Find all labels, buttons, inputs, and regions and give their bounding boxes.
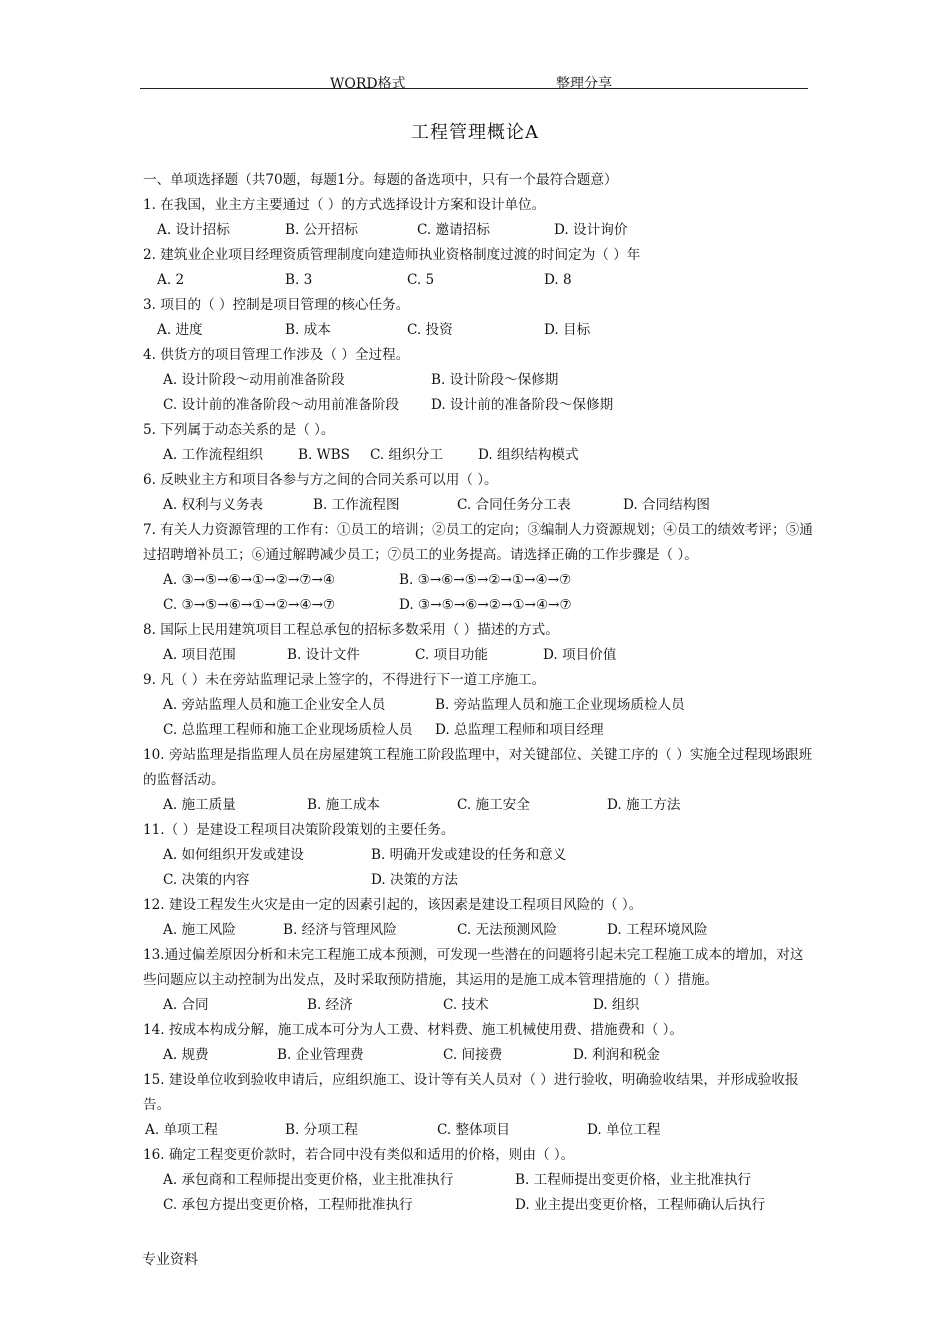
question-8-options [143, 643, 813, 668]
option-b: B. 明确开发或建设的任务和意义 [371, 847, 567, 863]
option-d: D. 利润和税金 [573, 1047, 661, 1063]
option-b: B. ③→⑥→⑤→②→①→④→⑦ [399, 572, 572, 588]
option-c: C. 无法预测风险 [457, 922, 558, 938]
option-a: A. 项目范围 [163, 647, 236, 663]
option-d: D. 组织 [593, 997, 640, 1013]
option-a: A. ③→⑤→⑥→①→②→⑦→④ [163, 572, 336, 588]
question-11: 11.（ ）是建设工程项目决策阶段策划的主要任务。 [143, 822, 455, 838]
question-16-options-row1 [143, 1168, 813, 1193]
option-d: D. 组织结构模式 [478, 447, 579, 463]
document-title: 工程管理概论A [411, 122, 539, 143]
question-1: 1. 在我国，业主方主要通过（ ）的方式选择设计方案和设计单位。 [143, 197, 546, 213]
question-9: 9. 凡（ ）未在旁站监理记录上签字的，不得进行下一道工序施工。 [143, 672, 546, 688]
header-divider [140, 88, 808, 89]
option-a: A. 规费 [163, 1047, 209, 1063]
option-d: D. 施工方法 [607, 797, 681, 813]
option-b: B. 施工成本 [307, 797, 381, 813]
question-2: 2. 建筑业企业项目经理资质管理制度向建造师执业资格制度过渡的时间定为（ ）年 [143, 247, 641, 263]
question-14: 14. 按成本构成分解，施工成本可分为人工费、材料费、施工机械使用费、措施费和（ ）。 [143, 1022, 684, 1038]
option-b: B. 设计阶段～保修期 [431, 372, 559, 388]
option-d: D. 设计前的准备阶段～保修期 [431, 397, 614, 413]
question-6-options [143, 493, 813, 518]
option-c: C. 承包方提出变更价格，工程师批准执行 [163, 1197, 413, 1213]
option-c: C. 邀请招标 [417, 222, 490, 238]
question-7: 7. 有关人力资源管理的工作有：①员工的培训；②员工的定向；③编制人力资源规划；④员工的绩效考评；⑤通过招聘增补员工；⑥通过解聘减少员工；⑦员工的业务提高。请选择正确的工作步骤是（ ）。 [143, 522, 813, 563]
question-2-options [143, 268, 813, 293]
option-b: B. 经济与管理风险 [283, 922, 397, 938]
option-b: B. 工作流程图 [313, 497, 400, 513]
option-a: A. 设计阶段～动用前准备阶段 [163, 372, 345, 388]
question-14-options [143, 1043, 813, 1068]
option-b: B. 成本 [285, 322, 331, 338]
question-6: 6. 反映业主方和项目各参与方之间的合同关系可以用（ ）。 [143, 472, 498, 488]
option-d: D. 设计询价 [554, 222, 628, 238]
option-c: C. 投资 [407, 322, 453, 338]
question-9-options-row2 [143, 718, 813, 743]
option-c: C. 合同任务分工表 [457, 497, 571, 513]
question-13: 13.通过偏差原因分析和未完工程施工成本预测，可发现一些潜在的问题将引起未完工程施工成本的增加，对这些问题应以主动控制为出发点，及时采取预防措施，其运用的是施工成本管理措施的（ ）措施。 [143, 947, 804, 988]
question-16: 16. 确定工程变更价款时，若合同中没有类似和适用的价格，则由（ ）。 [143, 1147, 575, 1163]
question-15: 15. 建设单位收到验收申请后，应组织施工、设计等有关人员对（ ）进行验收，明确验收结果，并形成验收报告。 [143, 1072, 799, 1113]
option-a: A. 设计招标 [157, 222, 230, 238]
question-16-options-row2 [143, 1193, 813, 1218]
option-b: B. 经济 [307, 997, 353, 1013]
option-c: C. 整体项目 [437, 1122, 510, 1138]
option-a: A. 旁站监理人员和施工企业安全人员 [163, 697, 386, 713]
option-c: C. 决策的内容 [163, 872, 250, 888]
section-heading: 一、单项选择题（共70题，每题1分。每题的备选项中，只有一个最符合题意） [143, 172, 618, 188]
option-b: B. 3 [285, 272, 313, 288]
option-b: B. WBS [298, 447, 350, 463]
option-a: A. 工作流程组织 [163, 447, 264, 463]
option-a: A. 合同 [163, 997, 209, 1013]
question-12: 12. 建设工程发生火灾是由一定的因素引起的，该因素是建设工程项目风险的（ ）。 [143, 897, 643, 913]
question-5-options [143, 443, 813, 468]
option-d: D. 单位工程 [587, 1122, 661, 1138]
option-b: B. 公开招标 [285, 222, 359, 238]
header-right: 整理分享 [556, 76, 612, 92]
option-a: A. 施工质量 [163, 797, 236, 813]
question-3: 3. 项目的（ ）控制是项目管理的核心任务。 [143, 297, 410, 313]
option-b: B. 分项工程 [285, 1122, 359, 1138]
question-10-options [143, 793, 813, 818]
question-1-options [143, 218, 813, 243]
option-a: A. 进度 [157, 322, 203, 338]
option-a: A. 承包商和工程师提出变更价格，业主批准执行 [163, 1172, 454, 1188]
option-b: B. 工程师提出变更价格，业主批准执行 [515, 1172, 752, 1188]
option-a: A. 如何组织开发或建设 [163, 847, 304, 863]
option-c: C. 设计前的准备阶段～动用前准备阶段 [163, 397, 400, 413]
question-7-options-row2 [143, 593, 813, 618]
question-7-options-row1 [143, 568, 813, 593]
option-d: D. 目标 [544, 322, 591, 338]
option-c: C. 5 [407, 272, 435, 288]
question-15-options [143, 1118, 813, 1143]
option-d: D. 业主提出变更价格，工程师确认后执行 [515, 1197, 766, 1213]
question-list [143, 168, 813, 1218]
option-c: C. 间接费 [443, 1047, 503, 1063]
question-9-options-row1 [143, 693, 813, 718]
option-a: A. 权利与义务表 [163, 497, 264, 513]
option-c: C. 技术 [443, 997, 489, 1013]
option-c: C. 施工安全 [457, 797, 530, 813]
question-3-options [143, 318, 813, 343]
option-d: D. 项目价值 [543, 647, 617, 663]
footer-label: 专业资料 [142, 1252, 198, 1268]
option-d: D. ③→⑤→⑥→②→①→④→⑦ [399, 597, 572, 613]
option-d: D. 8 [544, 272, 572, 288]
question-11-options-row1 [143, 843, 813, 868]
question-12-options [143, 918, 813, 943]
header-left: WORD格式 [330, 76, 406, 92]
question-4: 4. 供货方的项目管理工作涉及（ ）全过程。 [143, 347, 410, 363]
option-c: C. 项目功能 [415, 647, 488, 663]
question-10: 10. 旁站监理是指监理人员在房屋建筑工程施工阶段监理中，对关键部位、关键工序的（ ）实施全过程现场跟班的监督活动。 [143, 747, 813, 788]
option-c: C. 总监理工程师和施工企业现场质检人员 [163, 722, 413, 738]
question-8: 8. 国际上民用建筑项目工程总承包的招标多数采用（ ）描述的方式。 [143, 622, 559, 638]
question-4-options-row1 [143, 368, 813, 393]
question-5: 5. 下列属于动态关系的是（ ）。 [143, 422, 335, 438]
option-b: B. 企业管理费 [277, 1047, 364, 1063]
option-c: C. ③→⑤→⑥→①→②→④→⑦ [163, 597, 336, 613]
question-13-options [143, 993, 813, 1018]
option-b: B. 旁站监理人员和施工企业现场质检人员 [435, 697, 685, 713]
option-d: D. 工程环境风险 [607, 922, 708, 938]
option-d: D. 总监理工程师和项目经理 [435, 722, 604, 738]
option-a: A. 2 [157, 272, 185, 288]
option-a: A. 单项工程 [145, 1122, 218, 1138]
question-11-options-row2 [143, 868, 813, 893]
option-d: D. 决策的方法 [371, 872, 459, 888]
option-b: B. 设计文件 [287, 647, 361, 663]
option-d: D. 合同结构图 [623, 497, 711, 513]
option-a: A. 施工风险 [163, 922, 236, 938]
question-4-options-row2 [143, 393, 813, 418]
option-c: C. 组织分工 [370, 447, 443, 463]
